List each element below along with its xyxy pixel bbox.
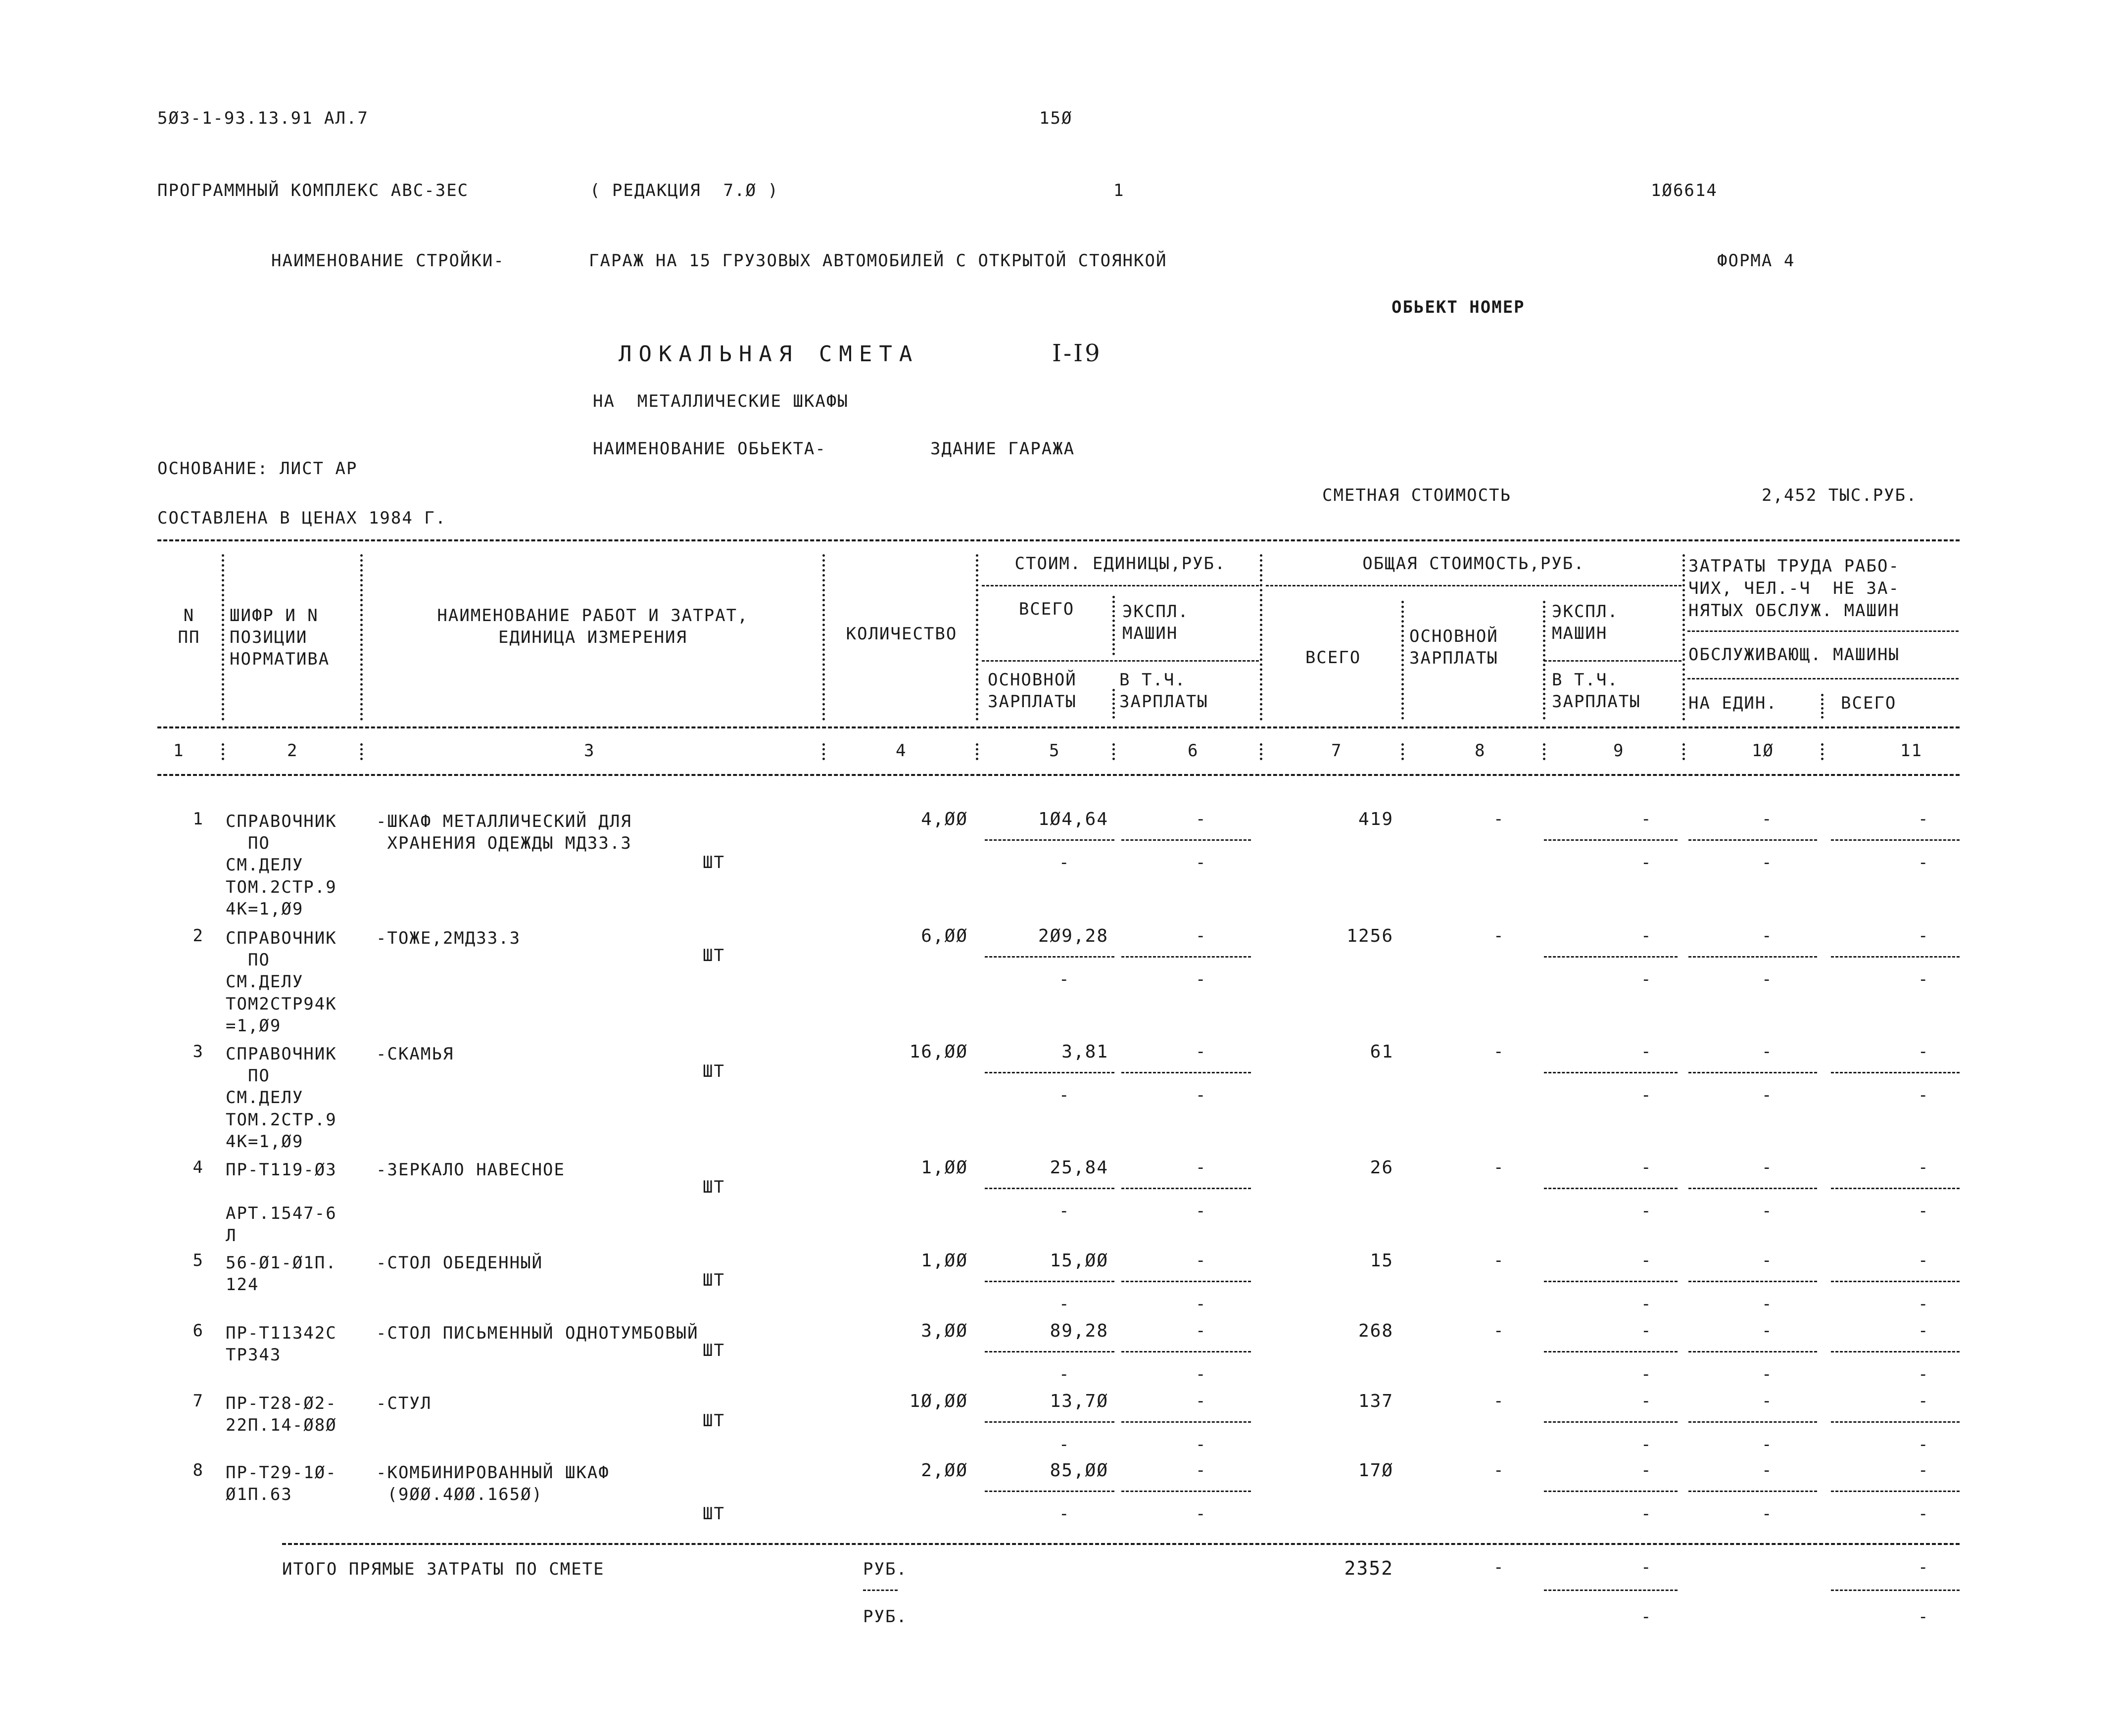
header-rule (1687, 678, 1959, 679)
row-unit-price: 3,81 (1061, 1042, 1108, 1062)
row-dash: - (1059, 1364, 1070, 1384)
col-separator (222, 554, 224, 721)
row-work-name: -ШКАФ МЕТАЛЛИЧЕСКИЙ ДЛЯ ХРАНЕНИЯ ОДЕЖДЫ МД33.3 (376, 812, 632, 854)
row-number: 3 (192, 1042, 204, 1061)
column-number: 9 (1613, 741, 1625, 761)
row-dash: - (1196, 969, 1207, 989)
row-dash: - (1493, 1157, 1505, 1177)
cell-rule (985, 1351, 1114, 1352)
cell-rule (1544, 1421, 1678, 1423)
row-dash: - (1918, 1251, 1929, 1270)
row-total: 61 (1370, 1042, 1393, 1062)
row-dash: - (1641, 969, 1652, 989)
row-quantity: 6,ØØ (921, 926, 968, 946)
footer-rule (863, 1590, 898, 1591)
col-separator (1260, 554, 1262, 721)
row-dash: - (1762, 853, 1773, 872)
cell-rule (985, 1491, 1114, 1492)
col-separator (1821, 743, 1824, 760)
row-number: 1 (192, 809, 204, 829)
row-dash: - (1641, 809, 1652, 829)
document-code: 5Ø3-1-93.13.91 АЛ.7 (157, 108, 369, 128)
row-work-name: -ТОЖЕ,2МД33.3 (376, 928, 521, 948)
col-separator (360, 743, 363, 760)
header-bottom-rule (157, 726, 1960, 728)
row-dash: - (1641, 853, 1652, 872)
row-dash: - (1762, 1085, 1773, 1105)
row-unit-price: 89,28 (1050, 1321, 1108, 1341)
row-dash: - (1918, 1201, 1929, 1221)
cell-rule (1688, 1421, 1817, 1423)
row-dash: - (1762, 1042, 1773, 1061)
row-total: 137 (1358, 1391, 1393, 1411)
table-top-rule (157, 539, 1960, 541)
header-total-cost: ОБЩАЯ СТОИМОСТЬ,РУБ. (1362, 554, 1585, 574)
header-unit-machines: ЭКСПЛ. МАШИН (1122, 602, 1189, 644)
row-dash: - (1762, 1364, 1773, 1384)
header-rule (1687, 630, 1959, 632)
row-code: СПРАВОЧНИК ПО СМ.ДЕЛУ ТОМ.2СТР.9 4К=1,Ø9 (226, 1044, 337, 1152)
row-dash: - (1196, 1391, 1207, 1411)
row-number: 7 (192, 1391, 204, 1411)
col-separator (360, 554, 363, 721)
cell-rule (1544, 956, 1678, 958)
archive-code: 1Ø6614 (1651, 181, 1718, 200)
header-rule (982, 660, 1259, 662)
column-number: 5 (1049, 741, 1060, 761)
row-dash: - (1641, 1364, 1652, 1384)
row-dash: - (1059, 969, 1070, 989)
column-number: 11 (1900, 741, 1922, 761)
row-dash: - (1762, 809, 1773, 829)
header-unit-incl-wages: В Т.Ч. ЗАРПЛАТЫ (1119, 670, 1208, 712)
row-dash: - (1493, 809, 1505, 829)
footer-total-label: ИТОГО ПРЯМЫЕ ЗАТРАТЫ ПО СМЕТЕ (282, 1559, 605, 1579)
row-unit: ШТ (703, 1341, 725, 1360)
cell-rule (1121, 1281, 1251, 1282)
estimate-cost-label: СМЕТНАЯ СТОИМОСТЬ (1322, 485, 1511, 505)
row-quantity: 1,ØØ (921, 1157, 968, 1178)
column-number: 1Ø (1752, 741, 1774, 761)
row-dash: - (1762, 926, 1773, 946)
cell-rule (985, 1421, 1114, 1423)
row-dash: - (1918, 1157, 1929, 1177)
row-number: 2 (192, 926, 204, 946)
footer-currency-2: РУБ. (863, 1607, 908, 1627)
header-total-all: ВСЕГО (1305, 648, 1361, 668)
row-dash: - (1493, 1042, 1505, 1061)
column-number: 2 (287, 741, 298, 761)
col-separator (1401, 743, 1404, 760)
col-separator (1112, 743, 1115, 760)
row-dash: - (1493, 1460, 1505, 1480)
row-total: 268 (1358, 1321, 1393, 1341)
row-code: ПР-Т11342С ТР343 (226, 1323, 337, 1365)
object-number-label: ОБЬЕКТ НОМЕР (1392, 297, 1525, 317)
row-number: 6 (192, 1321, 204, 1341)
row-dash: - (1918, 969, 1929, 989)
row-code: 56-Ø1-Ø1П. 124 (226, 1253, 337, 1295)
row-dash: - (1918, 1042, 1929, 1061)
row-work-name: -ЗЕРКАЛО НАВЕСНОЕ (376, 1160, 565, 1180)
footer-rule (1544, 1590, 1678, 1591)
row-dash: - (1196, 853, 1207, 872)
footer-grand-total: 2352 (1344, 1557, 1393, 1579)
row-quantity: 3,ØØ (921, 1321, 968, 1341)
row-unit: ШТ (703, 946, 725, 965)
document-title: ЛОКАЛЬНАЯ СМЕТА (619, 341, 919, 367)
row-number: 5 (192, 1251, 204, 1270)
row-dash: - (1762, 1251, 1773, 1270)
row-dash: - (1918, 1504, 1929, 1524)
row-dash: - (1493, 1321, 1505, 1341)
edition: ( РЕДАКЦИЯ 7.Ø ) (590, 181, 779, 200)
cell-rule (1831, 1072, 1960, 1073)
row-unit-price: 15,ØØ (1050, 1251, 1108, 1271)
header-labor-per-unit: НА ЕДИН. (1688, 693, 1777, 713)
col-separator (976, 743, 978, 760)
software-name: ПРОГРАММНЫЙ КОМПЛЕКС АВС-3ЕС (157, 181, 469, 200)
row-unit: ШТ (703, 1061, 725, 1081)
header-rule (982, 585, 1259, 586)
row-dash: - (1918, 1391, 1929, 1411)
cell-rule (1121, 1188, 1251, 1189)
estimate-subject: НА МЕТАЛЛИЧЕСКИЕ ШКАФЫ (593, 391, 849, 411)
cell-rule (1831, 1491, 1960, 1492)
row-dash: - (1641, 1201, 1652, 1221)
header-unit-main-wages: ОСНОВНОЙ ЗАРПЛАТЫ (988, 670, 1077, 712)
footer-dash: - (1918, 1557, 1929, 1577)
row-number: 8 (192, 1460, 204, 1480)
row-quantity: 4,ØØ (921, 809, 968, 829)
row-total: 17Ø (1358, 1460, 1393, 1481)
cell-rule (1544, 1188, 1678, 1189)
cell-rule (1831, 839, 1960, 841)
row-work-name: -СКАМЬЯ (376, 1044, 454, 1064)
header-work-name: НАИМЕНОВАНИЕ РАБОТ И ЗАТРАТ, ЕДИНИЦА ИЗМЕРЕНИЯ (437, 606, 749, 648)
header-total-main: ОСНОВНОЙ ЗАРПЛАТЫ (1409, 627, 1498, 669)
col-separator (1821, 694, 1824, 719)
row-dash: - (1493, 1391, 1505, 1411)
row-work-name: -СТУЛ (376, 1394, 432, 1413)
row-unit-price: 85,ØØ (1050, 1460, 1108, 1481)
row-total: 15 (1370, 1251, 1393, 1271)
col-separator (1401, 601, 1404, 720)
row-dash: - (1641, 1504, 1652, 1524)
column-number: 1 (173, 741, 185, 761)
cell-rule (1121, 1351, 1251, 1352)
row-dash: - (1762, 1504, 1773, 1524)
row-unit-price: 25,84 (1050, 1157, 1108, 1178)
header-total-machines: ЭКСПЛ. МАШИН (1552, 602, 1619, 644)
row-dash: - (1059, 1085, 1070, 1105)
row-quantity: 1Ø,ØØ (909, 1391, 968, 1411)
col-separator (1112, 596, 1115, 655)
col-separator (822, 554, 825, 721)
column-numbers-rule (157, 774, 1960, 776)
row-dash: - (1641, 1391, 1652, 1411)
row-unit: ШТ (703, 853, 725, 872)
row-unit: ШТ (703, 1270, 725, 1290)
row-quantity: 2,ØØ (921, 1460, 968, 1481)
construction-label: НАИМЕНОВАНИЕ СТРОЙКИ- (271, 251, 505, 271)
row-unit-price: 2Ø9,28 (1038, 926, 1108, 946)
basis: ОСНОВАНИЕ: ЛИСТ АР (157, 459, 358, 479)
cell-rule (985, 956, 1114, 958)
row-dash: - (1059, 1435, 1070, 1454)
header-code: ШИФР И N ПОЗИЦИИ НОРМАТИВА (230, 606, 330, 670)
cell-rule (1544, 1351, 1678, 1352)
row-dash: - (1918, 1321, 1929, 1341)
footer-dash: - (1641, 1557, 1652, 1577)
row-work-name: -СТОЛ ОБЕДЕННЫЙ (376, 1253, 543, 1273)
row-unit: ШТ (703, 1411, 725, 1431)
cell-rule (1831, 1421, 1960, 1423)
row-dash: - (1196, 1085, 1207, 1105)
column-number: 8 (1475, 741, 1486, 761)
cell-rule (1688, 1351, 1817, 1352)
footer-currency: РУБ. (863, 1559, 908, 1579)
row-dash: - (1762, 969, 1773, 989)
col-separator (1112, 689, 1115, 719)
row-dash: - (1641, 1321, 1652, 1341)
cell-rule (1121, 1491, 1251, 1492)
cell-rule (1688, 839, 1817, 841)
row-unit-price: 1Ø4,64 (1038, 809, 1108, 829)
cell-rule (1121, 1072, 1251, 1073)
header-labor: ЗАТРАТЫ ТРУДА РАБО- ЧИХ, ЧЕЛ.-Ч НЕ ЗА- НЯТЫХ ОБСЛУЖ. МАШИН (1688, 556, 1900, 621)
cell-rule (985, 839, 1114, 841)
row-dash: - (1918, 1085, 1929, 1105)
row-dash: - (1762, 1321, 1773, 1341)
row-code: ПР-Т29-1Ø- Ø1П.63 (226, 1463, 337, 1505)
row-dash: - (1762, 1435, 1773, 1454)
header-row-number: N ПП (178, 606, 200, 648)
column-number: 3 (584, 741, 595, 761)
row-dash: - (1196, 1157, 1207, 1177)
row-work-name: -КОМБИНИРОВАННЫЙ ШКАФ (9ØØ.4ØØ.165Ø) (376, 1463, 610, 1505)
row-dash: - (1918, 1364, 1929, 1384)
cell-rule (985, 1281, 1114, 1282)
header-labor-machines: ОБСЛУЖИВАЮЩ. МАШИНЫ (1688, 645, 1900, 665)
row-dash: - (1196, 1294, 1207, 1314)
cell-rule (1121, 1421, 1251, 1423)
row-dash: - (1196, 809, 1207, 829)
row-dash: - (1493, 1251, 1505, 1270)
row-dash: - (1196, 1251, 1207, 1270)
row-total: 419 (1358, 809, 1393, 829)
column-number: 6 (1188, 741, 1199, 761)
row-dash: - (1762, 1157, 1773, 1177)
row-dash: - (1196, 926, 1207, 946)
row-dash: - (1918, 926, 1929, 946)
row-dash: - (1059, 1201, 1070, 1221)
row-dash: - (1196, 1504, 1207, 1524)
row-dash: - (1641, 1042, 1652, 1061)
row-quantity: 1,ØØ (921, 1251, 968, 1271)
row-code: СПРАВОЧНИК ПО СМ.ДЕЛУ ТОМ.2СТР.9 4К=1,Ø9 (226, 812, 337, 919)
row-dash: - (1918, 1460, 1929, 1480)
row-dash: - (1918, 809, 1929, 829)
row-code: ПР-Т119-Ø3 АРТ.1547-6 Л (226, 1160, 337, 1246)
row-quantity: 16,ØØ (909, 1042, 968, 1062)
cell-rule (985, 1072, 1114, 1073)
cell-rule (1544, 1491, 1678, 1492)
row-dash: - (1641, 1460, 1652, 1480)
row-dash: - (1196, 1460, 1207, 1480)
row-dash: - (1493, 926, 1505, 946)
row-dash: - (1762, 1294, 1773, 1314)
footer-dash: - (1918, 1607, 1929, 1627)
row-unit: ШТ (703, 1504, 725, 1524)
header-unit-cost: СТОИМ. ЕДИНИЦЫ,РУБ. (1014, 554, 1226, 574)
construction-name: ГАРАЖ НА 15 ГРУЗОВЫХ АВТОМОБИЛЕЙ С ОТКРЫТОЙ СТОЯНКОЙ (589, 251, 1167, 271)
row-dash: - (1196, 1321, 1207, 1341)
header-unit-all: ВСЕГО (1018, 599, 1075, 619)
row-dash: - (1059, 1294, 1070, 1314)
cell-rule (1688, 1188, 1817, 1189)
object-name-label: НАИМЕНОВАНИЕ ОБЬЕКТА- (593, 439, 826, 459)
row-dash: - (1641, 1157, 1652, 1177)
sheet-number: 1 (1113, 181, 1125, 200)
cell-rule (1688, 1072, 1817, 1073)
row-code: СПРАВОЧНИК ПО СМ.ДЕЛУ ТОМ2СТР94К =1,Ø9 (226, 928, 337, 1036)
header-rule (1266, 585, 1681, 586)
cell-rule (1831, 1351, 1960, 1352)
row-code: ПР-Т28-Ø2- 22П.14-Ø8Ø (226, 1394, 337, 1436)
cell-rule (1688, 1491, 1817, 1492)
row-dash: - (1059, 853, 1070, 872)
row-dash: - (1196, 1435, 1207, 1454)
footer-dash: - (1493, 1557, 1505, 1577)
row-dash: - (1641, 1251, 1652, 1270)
estimate-number: I-I9 (1052, 339, 1102, 367)
row-total: 1256 (1346, 926, 1393, 946)
cell-rule (1688, 956, 1817, 958)
col-separator (976, 554, 978, 721)
price-basis: СОСТАВЛЕНА В ЦЕНАХ 1984 Г. (157, 508, 447, 528)
header-total-incl: В Т.Ч. ЗАРПЛАТЫ (1552, 670, 1641, 712)
cell-rule (985, 1188, 1114, 1189)
row-dash: - (1641, 1085, 1652, 1105)
cell-rule (1544, 1281, 1678, 1282)
column-number: 4 (896, 741, 907, 761)
cell-rule (1831, 1281, 1960, 1282)
row-dash: - (1196, 1364, 1207, 1384)
row-total: 26 (1370, 1157, 1393, 1178)
row-unit-price: 13,7Ø (1050, 1391, 1108, 1411)
row-dash: - (1059, 1504, 1070, 1524)
form-number: ФОРМА 4 (1717, 251, 1795, 271)
row-number: 4 (192, 1157, 204, 1177)
cell-rule (1831, 1188, 1960, 1189)
col-separator (822, 743, 825, 760)
cell-rule (1121, 839, 1251, 841)
row-dash: - (1641, 1294, 1652, 1314)
col-separator (222, 743, 224, 760)
col-separator (1682, 743, 1685, 760)
row-dash: - (1918, 853, 1929, 872)
cell-rule (1544, 839, 1678, 841)
column-number: 7 (1331, 741, 1343, 761)
row-dash: - (1918, 1435, 1929, 1454)
row-dash: - (1196, 1042, 1207, 1061)
row-dash: - (1762, 1391, 1773, 1411)
row-dash: - (1918, 1294, 1929, 1314)
row-unit: ШТ (703, 1177, 725, 1197)
row-dash: - (1641, 926, 1652, 946)
col-separator (1543, 743, 1545, 760)
col-separator (1260, 743, 1262, 760)
cell-rule (1121, 956, 1251, 958)
estimate-cost-value: 2,452 ТЫС.РУБ. (1762, 485, 1918, 505)
header-labor-total: ВСЕГО (1841, 693, 1897, 713)
row-dash: - (1762, 1201, 1773, 1221)
page-number: 15Ø (1039, 108, 1073, 128)
col-separator (1682, 554, 1685, 721)
cell-rule (1831, 956, 1960, 958)
footer-dash: - (1641, 1607, 1652, 1627)
row-dash: - (1762, 1460, 1773, 1480)
header-quantity: КОЛИЧЕСТВО (846, 624, 958, 644)
cell-rule (1544, 1072, 1678, 1073)
row-dash: - (1196, 1201, 1207, 1221)
row-dash: - (1641, 1435, 1652, 1454)
header-rule (1544, 660, 1681, 662)
cell-rule (1688, 1281, 1817, 1282)
footer-top-rule (282, 1543, 1960, 1545)
object-name: ЗДАНИЕ ГАРАЖА (930, 439, 1075, 459)
row-work-name: -СТОЛ ПИСЬМЕННЫЙ ОДНОТУМБОВЫЙ (376, 1323, 699, 1343)
footer-rule (1831, 1590, 1960, 1591)
